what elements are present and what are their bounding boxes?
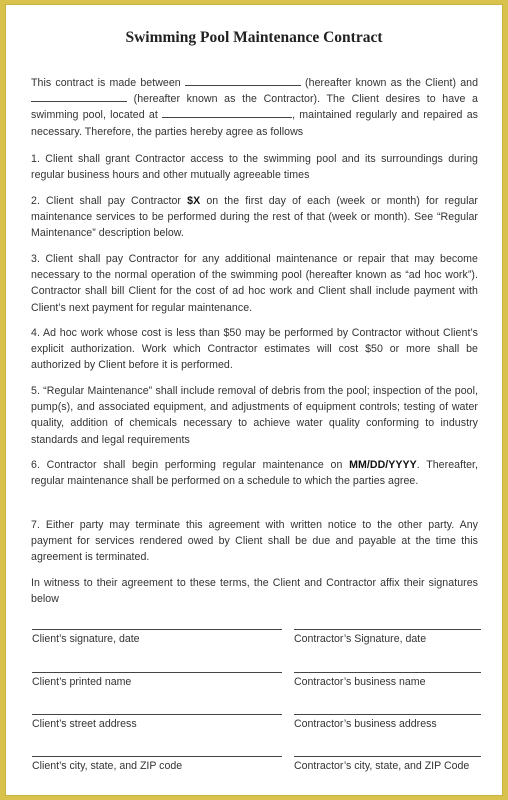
client-printed-name-line[interactable] — [32, 672, 282, 673]
pool-location-blank[interactable] — [162, 107, 292, 118]
client-printed-name-label: Client’s printed name — [32, 676, 132, 688]
contractor-business-address-label: Contractor’s business address — [294, 718, 437, 730]
client-street-address-label: Client’s street address — [32, 718, 137, 730]
intro-text-2: (hereafter known as the Client) and — [305, 77, 479, 89]
intro-text-1: This contract is made between — [31, 77, 181, 89]
clause-5: 5. “Regular Maintenance” shall include removal of debris from the pool; inspection of the pool, pump(s), and associated equipment, and adjustments of equipment controls; testing of water quality, addition of chemicals necessary to achieve water quality conforming to industry standards and legal requirements — [31, 385, 478, 446]
clause-3: 3. Client shall pay Contractor for any additional maintenance or repair that may become necessary to the normal operation of the swimming pool (hereafter known as “ad hoc work”). Contractor shall bill Client for the cost of ad hoc work and Client shall include payment with Client’s next payment for regular maintenance. — [31, 253, 478, 314]
clause-6 — [31, 457, 478, 489]
intro-text-4: , maintained regularly and repaired as necessary. Therefore, the parties hereby agree as follows — [31, 109, 478, 138]
client-signature-label: Client’s signature, date — [32, 633, 140, 645]
client-city-state-zip-line[interactable] — [32, 756, 282, 757]
client-city-state-zip-label: Client’s city, state, and ZIP code — [32, 760, 183, 772]
clause-2 — [31, 193, 478, 242]
contractor-business-name-line[interactable] — [294, 672, 481, 673]
clause-2-text-a: 2. Client shall pay Contractor — [31, 195, 181, 207]
intro-paragraph — [31, 75, 478, 140]
client-name-blank[interactable] — [185, 75, 301, 86]
contractor-business-address-line[interactable] — [294, 714, 481, 715]
clause-6-text-b: . Thereafter, regular maintenance shall be performed on a schedule to which the parties agree. — [31, 459, 478, 488]
intro-text-3: (hereafter known as the Contractor). The Client desires to have a swimming pool, located at — [31, 93, 478, 122]
clause-1: 1. Client shall grant Contractor access to the swimming pool and its surroundings during regular business hours and other mutually agreeable times — [31, 153, 478, 182]
clause-7: 7. Either party may terminate this agreement with written notice to the other party. Any payment for services rendered owed by Client shall be due and payable at the time this agreement is terminated. — [31, 519, 478, 564]
client-signature-line[interactable] — [32, 629, 282, 630]
start-date: MM/DD/YYYY — [349, 459, 417, 471]
document-title: Swimming Pool Maintenance Contract — [125, 29, 383, 46]
payment-amount: $X — [187, 195, 201, 207]
contractor-signature-line[interactable] — [294, 629, 481, 630]
contractor-city-state-zip-label: Contractor’s city, state, and ZIP Code — [294, 760, 470, 772]
contractor-city-state-zip-line[interactable] — [294, 756, 481, 757]
clause-4: 4. Ad hoc work whose cost is less than $50 may be performed by Contractor without Client’s explicit authorization. Work which Contractor estimates will cost $50 or more shall be authorized by Client before it is performed. — [31, 327, 478, 372]
clause-2-text-b: on the first day of each (week or month) for regular maintenance services to be performed during the rest of that (week or month). See “Regular Maintenance” description below. — [31, 195, 478, 240]
clause-6-text-a: 6. Contractor shall begin performing regular maintenance on — [31, 459, 343, 471]
contractor-business-name-label: Contractor’s business name — [294, 676, 426, 688]
witness-paragraph: In witness to their agreement to these terms, the Client and Contractor affix their signatures below — [31, 577, 478, 606]
contractor-name-blank[interactable] — [31, 91, 127, 102]
contractor-signature-label: Contractor’s Signature, date — [294, 633, 427, 645]
client-street-address-line[interactable] — [32, 714, 282, 715]
contract-page — [5, 4, 503, 796]
